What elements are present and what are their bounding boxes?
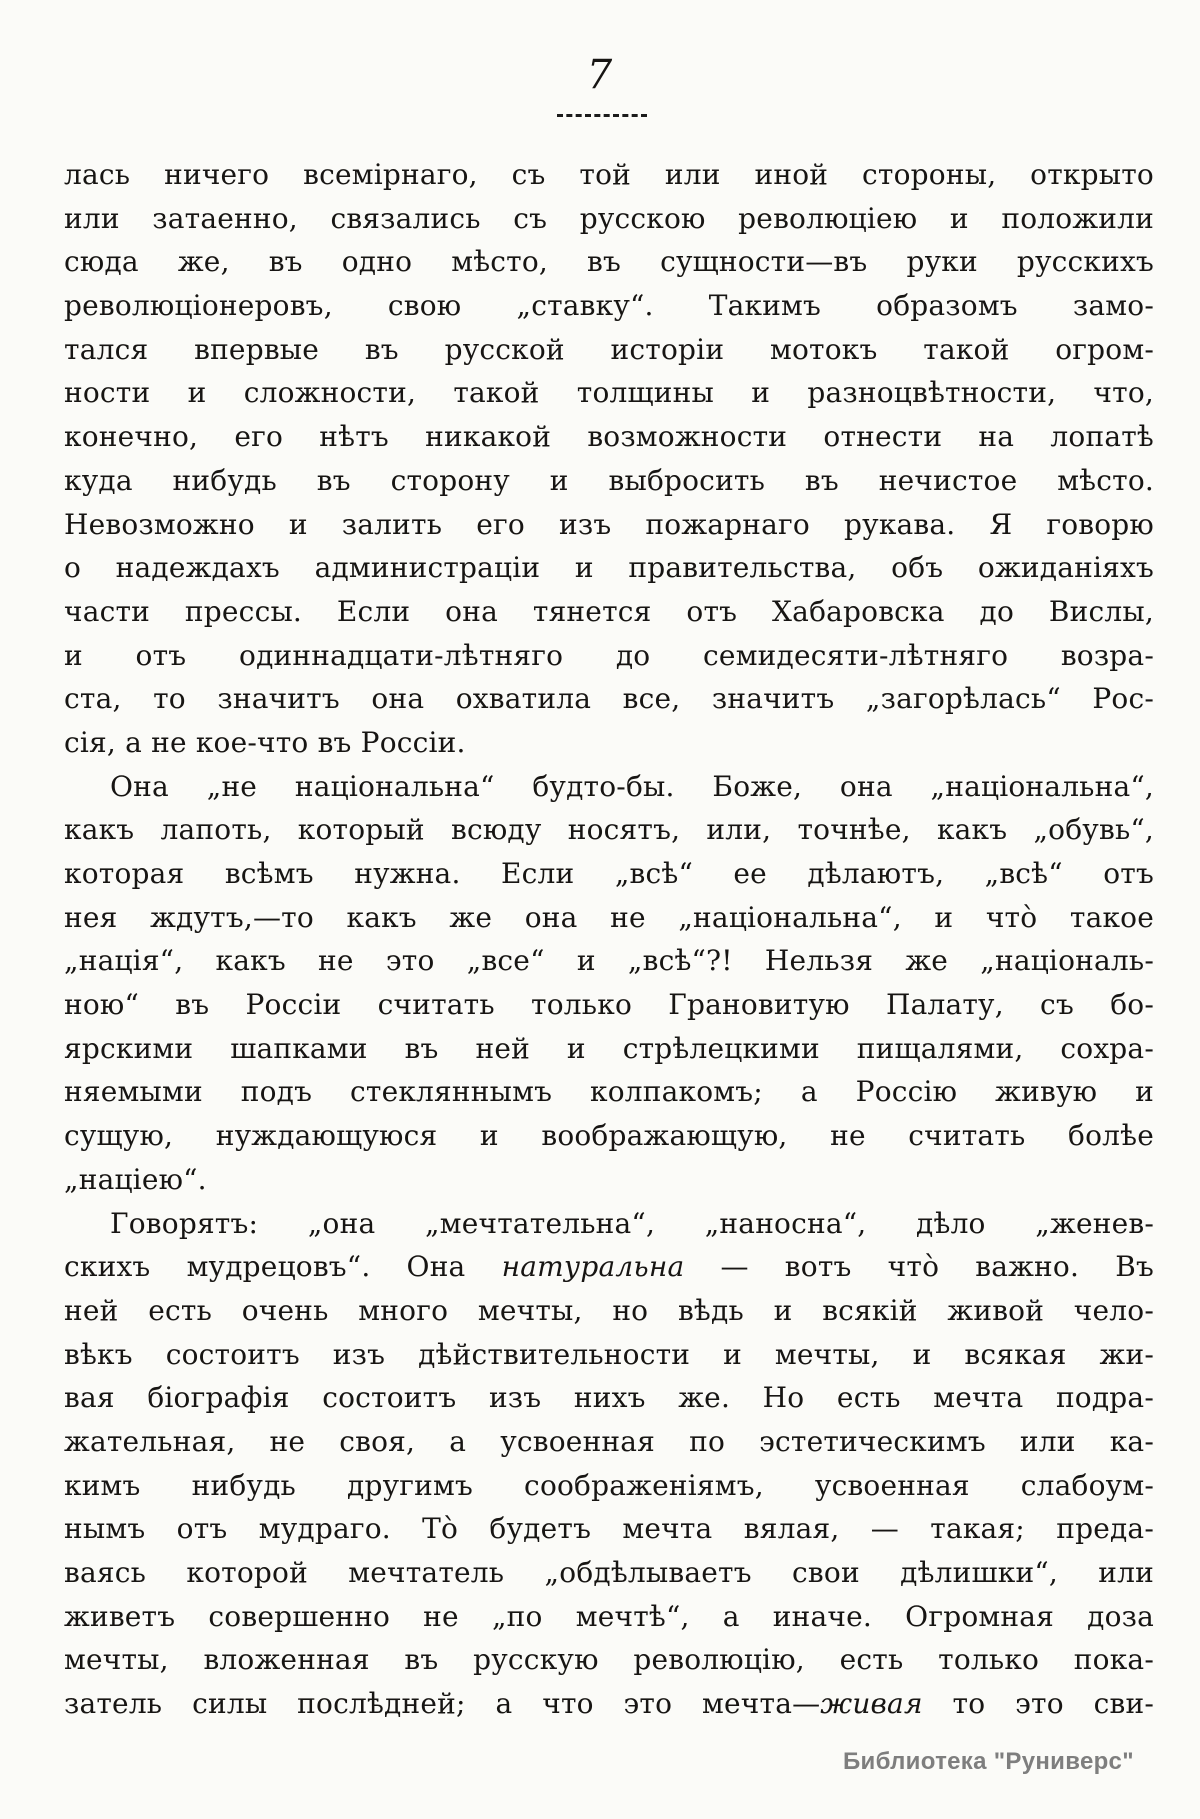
text-segment: сущую, нуждающуюся и воображающую, не считать болѣе bbox=[64, 1119, 1154, 1153]
text-line bbox=[64, 1464, 1154, 1508]
text-segment: — вотъ что̀ важно. Въ bbox=[684, 1250, 1154, 1284]
text-segment: ярскими шапками въ ней и стрѣлецкими пищалями, сохра- bbox=[64, 1031, 1154, 1065]
text-line bbox=[64, 503, 1154, 547]
text-segment: вая біографія состоитъ изъ нихъ же. Но есть мечта подра- bbox=[64, 1381, 1154, 1415]
text-segment: Невозможно и залить его изъ пожарнаго рукава. Я говорю bbox=[64, 507, 1154, 541]
text-segment: то это сви- bbox=[922, 1687, 1154, 1721]
text-line bbox=[64, 1551, 1154, 1595]
text-line bbox=[64, 1376, 1154, 1420]
paragraph bbox=[64, 153, 1154, 765]
text-line bbox=[64, 1158, 1154, 1202]
text-line bbox=[64, 371, 1154, 415]
text-line bbox=[64, 459, 1154, 503]
text-segment: жательная, не своя, а усвоенная по эстетическимъ или ка- bbox=[64, 1424, 1154, 1458]
text-segment: ста, то значитъ она охватила все, значитъ „загорѣлась“ Рос- bbox=[64, 682, 1154, 716]
text-line bbox=[64, 1420, 1154, 1464]
text-line bbox=[64, 1682, 1154, 1726]
text-segment: скихъ мудрецовъ“. Она bbox=[64, 1250, 502, 1284]
text-segment: лась ничего всемірнаго, съ той или иной стороны, открыто bbox=[64, 158, 1154, 191]
text-segment: ною“ въ Россіи считать только Грановитую Палату, съ бо- bbox=[64, 988, 1154, 1022]
text-segment: Она „не національна“ будто-бы. Боже, она „національна“, bbox=[110, 769, 1154, 803]
text-line bbox=[64, 328, 1154, 372]
text-segment: затель силы послѣдней; а что это мечта— bbox=[64, 1687, 821, 1721]
text-line bbox=[64, 1507, 1154, 1551]
text-segment: конечно, его нѣтъ никакой возможности отнести на лопатѣ bbox=[64, 420, 1154, 454]
text-line bbox=[64, 153, 1154, 197]
italic-text: натуральна bbox=[501, 1250, 685, 1284]
text-line bbox=[64, 1333, 1154, 1377]
text-segment: куда нибудь въ сторону и выбросить въ нечистое мѣсто. bbox=[64, 463, 1154, 497]
library-watermark: Библиотека "Руниверс" bbox=[843, 1748, 1134, 1775]
text-segment: части прессы. Если она тянется отъ Хабаровска до Вислы, bbox=[64, 594, 1154, 628]
text-line bbox=[64, 1638, 1154, 1682]
text-segment: какъ лапоть, который всюду носятъ, или, точнѣе, какъ „обувь“, bbox=[64, 813, 1154, 847]
text-segment: сія, а не кое-что въ Россіи. bbox=[64, 725, 466, 759]
text-line bbox=[64, 896, 1154, 940]
text-line bbox=[64, 546, 1154, 590]
text-segment: няемыми подъ стекляннымъ колпакомъ; а Россію живую и bbox=[64, 1075, 1154, 1109]
text-segment: кимъ нибудь другимъ соображеніямъ, усвоенная слабоум- bbox=[64, 1468, 1154, 1502]
text-line bbox=[64, 590, 1154, 634]
text-segment: ваясь которой мечтатель „обдѣлываетъ свои дѣлишки“, или bbox=[64, 1556, 1154, 1589]
text-segment: или затаенно, связались съ русскою революціею и положили bbox=[64, 201, 1154, 235]
text-segment: ности и сложности, такой толщины и разноцвѣтности, что, bbox=[64, 376, 1154, 410]
text-line bbox=[64, 1245, 1154, 1289]
text-line bbox=[64, 1595, 1154, 1639]
text-line bbox=[64, 1070, 1154, 1114]
text-line bbox=[64, 197, 1154, 241]
text-segment: мечты, вложенная въ русскую революцію, есть только пока- bbox=[64, 1643, 1154, 1677]
text-line bbox=[64, 1114, 1154, 1158]
text-segment: о надеждахъ администраціи и правительства, объ ожиданіяхъ bbox=[64, 551, 1154, 585]
text-segment: вѣкъ состоитъ изъ дѣйствительности и мечты, и всякая жи- bbox=[64, 1337, 1154, 1371]
text-line bbox=[64, 983, 1154, 1027]
text-line bbox=[64, 939, 1154, 983]
text-segment: сюда же, въ одно мѣсто, въ сущности—въ руки русскихъ bbox=[64, 245, 1154, 279]
text-segment: нея ждутъ,—то какъ же она не „національна“, и что̀ такое bbox=[64, 900, 1154, 934]
text-column bbox=[64, 153, 1154, 1726]
text-line bbox=[64, 1027, 1154, 1071]
text-line bbox=[64, 1289, 1154, 1333]
text-line bbox=[64, 1202, 1154, 1246]
text-line bbox=[64, 677, 1154, 721]
page-number: 7 bbox=[586, 52, 614, 98]
text-line bbox=[64, 634, 1154, 678]
text-segment: тался впервые въ русской исторіи мотокъ такой огром- bbox=[64, 332, 1154, 366]
paragraph bbox=[64, 765, 1154, 1202]
text-segment: которая всѣмъ нужна. Если „всѣ“ ее дѣлаютъ, „всѣ“ отъ bbox=[64, 857, 1154, 890]
paragraph bbox=[64, 1202, 1154, 1726]
text-segment: и отъ одиннадцати-лѣтняго до семидесяти-лѣтняго возра- bbox=[64, 638, 1154, 672]
text-line bbox=[64, 852, 1154, 896]
text-segment: Говорятъ: „она „мечтательна“, „наносна“, дѣло „женев- bbox=[110, 1206, 1154, 1240]
text-line bbox=[64, 284, 1154, 328]
text-segment: живетъ совершенно не „по мечтѣ“, а иначе. Огромная доза bbox=[64, 1599, 1154, 1633]
text-line bbox=[64, 765, 1154, 809]
text-segment: революціонеровъ, свою „ставку“. Такимъ образомъ замо- bbox=[64, 289, 1154, 323]
italic-text: живая bbox=[820, 1687, 923, 1721]
text-segment: „націею“. bbox=[64, 1162, 207, 1196]
text-segment: нымъ отъ мудраго. То̀ будетъ мечта вялая, — такая; преда- bbox=[64, 1512, 1154, 1546]
page-number-rule bbox=[557, 114, 647, 117]
text-line bbox=[64, 415, 1154, 459]
text-line bbox=[64, 808, 1154, 852]
text-line bbox=[64, 240, 1154, 284]
text-segment: „нація“, какъ не это „все“ и „всѣ“?! Нельзя же „національ- bbox=[64, 944, 1154, 978]
text-line bbox=[64, 721, 1154, 765]
text-segment: ней есть очень много мечты, но вѣдь и всякій живой чело- bbox=[64, 1293, 1154, 1327]
